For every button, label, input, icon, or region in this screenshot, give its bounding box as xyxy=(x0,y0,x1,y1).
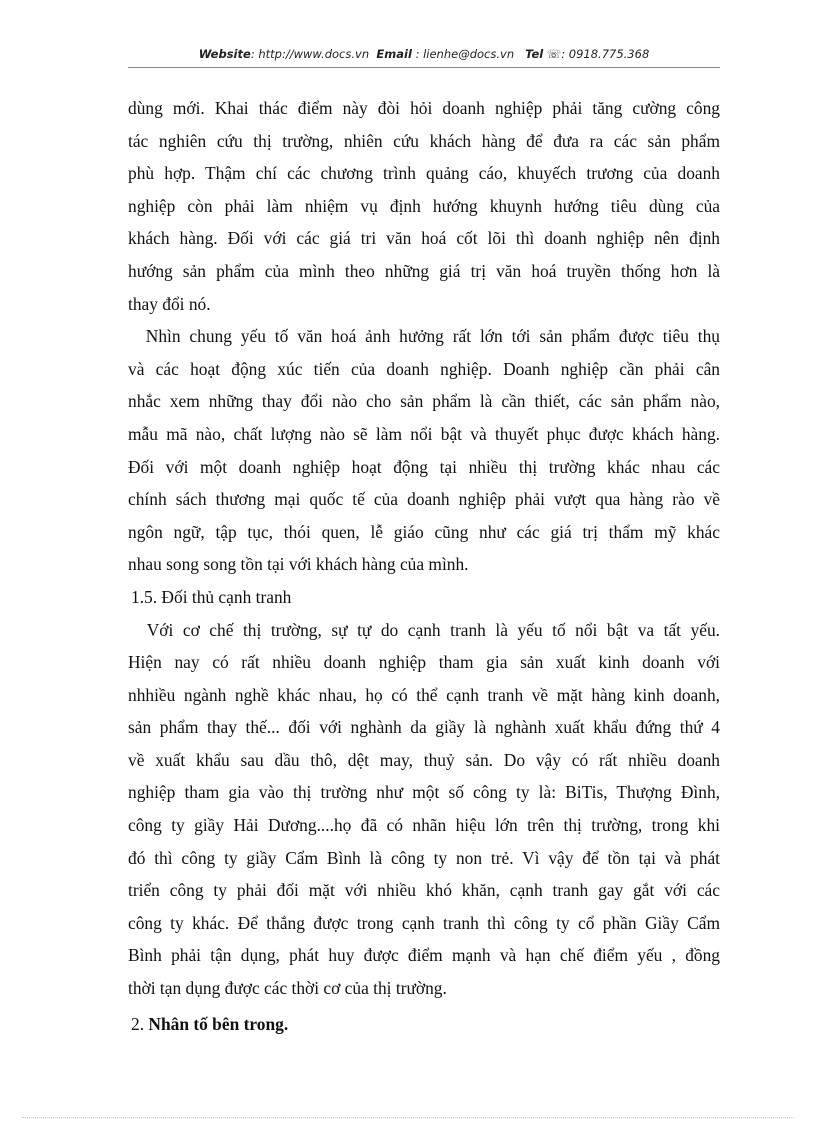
heading-number: 2. xyxy=(131,1013,145,1034)
section-heading-1-5: 1.5. Đối thủ cạnh tranh xyxy=(131,586,292,607)
text-line: nhau song song tồn tại với khách hàng của mình. xyxy=(128,554,469,575)
text-line: chính sách thương mại quốc tế của doanh nghiệp phải vượt qua hàng rào về xyxy=(128,489,720,510)
tel-value: : 0918.775.368 xyxy=(561,47,650,61)
text-line: Nhìn chung yếu tố văn hoá ảnh hưởng rất lớn tới sản phẩm được tiêu thụ xyxy=(128,326,720,347)
text-line: công ty giầy Hải Dương....họ đã có nhãn hiệu lớn trên thị trường, trong khi xyxy=(128,815,720,836)
text-line: tác nghiên cứu thị trường, nhiên cứu khách hàng để đưa ra các sản phẩm xyxy=(128,130,720,151)
text-line: nhhiều ngành nghề khác nhau, họ có thể cạnh tranh về mặt hàng kinh doanh, xyxy=(128,684,720,705)
text-line: về xuất khẩu sau dầu thô, dệt may, thuỷ sản. Do vậy có rất nhiều doanh xyxy=(128,749,720,770)
section-heading-2 xyxy=(128,1005,720,1043)
heading-text: Nhân tố bên trong. xyxy=(148,1013,289,1034)
website-value: : http://www.docs.vn xyxy=(250,47,370,61)
paragraph-2 xyxy=(128,320,720,581)
document-body xyxy=(128,92,720,1043)
text-line: nhắc xem những thay đổi nào cho sản phẩm là cần thiết, các sản phẩm nào, xyxy=(128,391,720,412)
text-line: đó thì công ty giầy Cẩm Bình là công ty non trẻ. Vì vậy để tồn tại và phát xyxy=(128,847,720,868)
text-line: triển công ty phải đối mặt với nhiều khó khăn, cạnh tranh gay gắt với các xyxy=(128,880,720,901)
paragraph-3 xyxy=(128,614,720,1005)
text-line: nghiệp còn phải làm nhiệm vụ định hướng khuynh hướng tiêu dùng của xyxy=(128,195,720,216)
tel-label: Tel xyxy=(525,47,544,61)
phone-icon: ☏ xyxy=(546,47,562,61)
text-line: khách hàng. Đối với các giá tri văn hoá cốt lõi thì doanh nghiệp nên định xyxy=(128,228,720,249)
text-line: hướng sản phẩm của mình theo những giá trị văn hoá truyền thống hơn là xyxy=(128,260,720,281)
text-line: nghiệp tham gia vào thị trường như một số công ty là: BiTis, Thượng Đình, xyxy=(128,782,720,803)
text-line: và các hoạt động xúc tiến của doanh nghiệp. Doanh nghiệp cần phải cân xyxy=(128,358,720,379)
text-line: công ty khác. Để thắng được trong cạnh tranh thì công ty cổ phần Giầy Cẩm xyxy=(128,912,720,933)
text-line: thời tạn dụng được các thời cơ của thị trường. xyxy=(128,978,447,999)
text-line: phù hợp. Thậm chí các chương trình quảng cáo, khuyếch trương của doanh xyxy=(128,163,720,184)
text-line: dùng mới. Khai thác điểm này đòi hỏi doanh nghiệp phải tăng cường công xyxy=(128,98,720,118)
text-line: ngôn ngữ, tập tục, thói quen, lễ giáo cũng như các giá trị thẩm mỹ khác xyxy=(128,521,720,542)
website-label: Website xyxy=(198,47,251,61)
text-line: Hiện nay có rất nhiều doanh nghiệp tham gia sản xuất kinh doanh với xyxy=(128,652,720,673)
page-bottom-divider xyxy=(22,1117,794,1118)
text-line: thay đổi nó. xyxy=(128,293,211,314)
page-header xyxy=(128,47,720,61)
email-value: : lienhe@docs.vn xyxy=(415,47,515,61)
email-label: Email xyxy=(376,47,412,61)
text-line: sản phẩm thay thế... đối với nghành da giầy là nghành xuất khẩu đứng thứ 4 xyxy=(128,717,720,738)
header-rule xyxy=(128,67,720,68)
paragraph-1 xyxy=(128,92,720,320)
text-line: Với cơ chế thị trường, sự tự do cạnh tranh là yếu tố nổi bật va tất yếu. xyxy=(128,619,720,640)
text-line: Bình phải tận dụng, phát huy được điểm mạnh và hạn chế điểm yếu , đồng xyxy=(128,945,720,966)
text-line: Đối với một doanh nghiệp hoạt động tại nhiều thị trường khác nhau các xyxy=(128,456,720,477)
text-line: mẫu mã nào, chất lượng nào sẽ làm nổi bật và thuyết phục được khách hàng. xyxy=(128,423,720,444)
